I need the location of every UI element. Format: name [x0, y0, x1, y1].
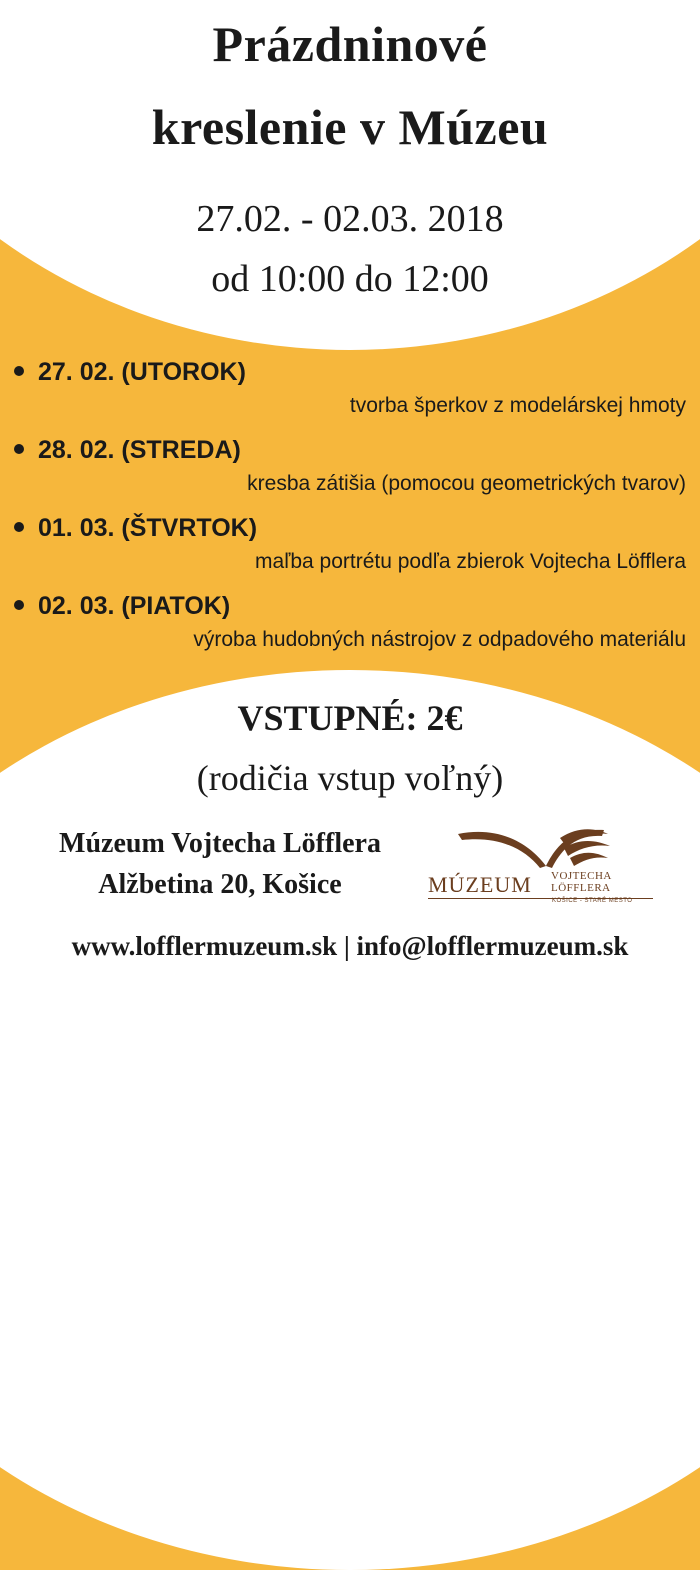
bullet-icon — [14, 522, 24, 532]
schedule-activity-4: výroba hudobných nástrojov z odpadového materiálu — [193, 628, 686, 651]
admission-note: (rodičia vstup voľný) — [196, 758, 504, 798]
logo-subtitle: KOŠICE - STARÉ MESTO — [552, 898, 633, 904]
schedule-day-2 — [14, 434, 241, 466]
schedule-day-label: 28. 02. (STREDA) — [38, 436, 241, 464]
schedule-day-3 — [14, 512, 257, 544]
schedule-day-1 — [14, 356, 246, 388]
logo-main-text: MÚZEUM — [428, 872, 532, 897]
logo-side-text — [551, 870, 612, 894]
logo-side-line-2: LÖFFLERA — [551, 882, 611, 894]
schedule-day-label: 27. 02. (UTOROK) — [38, 358, 246, 386]
schedule-day-label: 01. 03. (ŠTVRTOK) — [38, 514, 258, 542]
date-range: 27.02. - 02.03. 2018 — [196, 198, 504, 240]
admission-fee: VSTUPNÉ: 2€ — [237, 698, 463, 738]
schedule-activity-2: kresba zátišia (pomocou geometrických tvarov) — [247, 472, 686, 495]
schedule-day-4 — [14, 590, 230, 622]
schedule-day-label: 02. 03. (PIATOK) — [38, 592, 231, 620]
title-line-1: Prázdninové — [212, 16, 488, 72]
title-line-2: kreslenie v Múzeu — [151, 99, 549, 155]
bullet-icon — [14, 600, 24, 610]
schedule-activity-3: maľba portrétu podľa zbierok Vojtecha Löfflera — [255, 550, 686, 573]
schedule-activity-1: tvorba šperkov z modelárskej hmoty — [349, 394, 686, 417]
time-range: od 10:00 do 12:00 — [211, 258, 489, 300]
bullet-icon — [14, 366, 24, 376]
museum-name: Múzeum Vojtecha Löfflera — [59, 828, 381, 859]
museum-address: Alžbetina 20, Košice — [98, 869, 342, 900]
bullet-icon — [14, 444, 24, 454]
contact-footer: www.lofflermuzeum.sk | info@lofflermuzeum.sk — [71, 931, 629, 961]
museum-logo — [428, 822, 658, 912]
bottom-white-circle — [0, 670, 700, 1570]
logo-side-line-1: VOJTECHA — [551, 870, 612, 882]
